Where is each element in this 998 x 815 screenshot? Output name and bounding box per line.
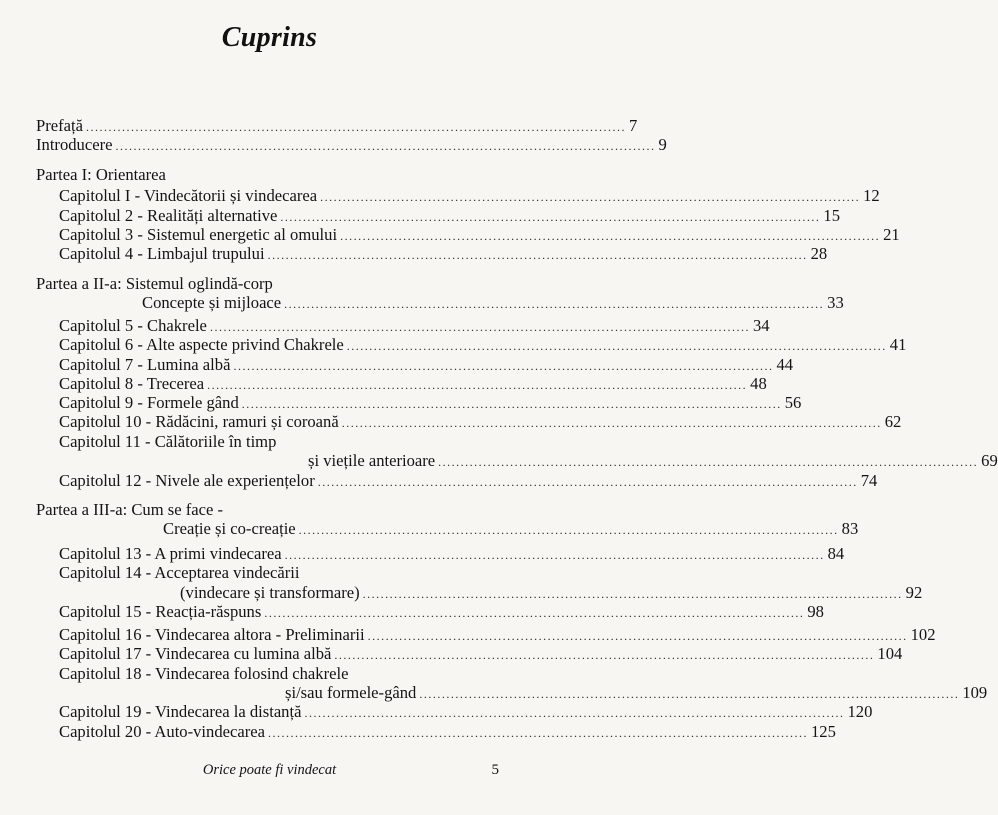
toc-entry-page: 15 bbox=[823, 206, 841, 225]
toc-entry bbox=[59, 186, 880, 205]
toc-entry bbox=[59, 544, 845, 563]
toc-entry-label: și viețile anterioare bbox=[308, 451, 436, 470]
dot-leader: ........................................................................................................................ bbox=[280, 210, 821, 224]
toc-entry-label: (vindecare și transformare) bbox=[180, 583, 360, 602]
toc-entry-label: Capitolul 11 - Călătoriile în timp bbox=[59, 432, 277, 451]
toc-entry-label: Capitolul 20 - Auto-vindecarea bbox=[59, 722, 265, 741]
toc-entry-page: 109 bbox=[962, 683, 988, 702]
toc-entry bbox=[59, 702, 873, 721]
dot-leader: ........................................................................................................................ bbox=[367, 629, 908, 643]
toc-entry bbox=[308, 451, 998, 470]
toc-entry-page: 34 bbox=[752, 316, 770, 335]
toc-entry-page: 28 bbox=[810, 244, 828, 263]
toc-entry bbox=[59, 244, 828, 263]
part-heading: Partea a II-a: Sistemul oglindă-corp bbox=[36, 274, 273, 293]
toc-entry-label: Capitolul 10 - Rădăcini, ramuri și coroană bbox=[59, 412, 339, 431]
toc-entry bbox=[59, 355, 794, 374]
toc-entry-label: Capitolul 14 - Acceptarea vindecării bbox=[59, 563, 300, 582]
toc-entry bbox=[59, 412, 902, 431]
toc-entry bbox=[59, 335, 907, 354]
part-heading: Partea I: Orientarea bbox=[36, 165, 166, 184]
toc-entry-label: Capitolul 8 - Trecerea bbox=[59, 374, 205, 393]
toc-entry-label: Capitolul 12 - Nivele ale experiențelor bbox=[59, 471, 315, 490]
toc-entry bbox=[59, 722, 836, 741]
toc-entry-label: Capitolul 19 - Vindecarea la distanță bbox=[59, 702, 302, 721]
dot-leader: ........................................................................................................................ bbox=[284, 297, 825, 311]
toc-entry bbox=[59, 625, 936, 644]
toc-entry-label: Capitolul 2 - Realități alternative bbox=[59, 206, 278, 225]
dot-leader: ........................................................................................................................ bbox=[362, 587, 903, 601]
toc-entry bbox=[59, 206, 841, 225]
toc-entry bbox=[36, 135, 667, 154]
dot-leader: ........................................................................................................................ bbox=[209, 320, 750, 334]
dot-leader: ........................................................................................................................ bbox=[317, 475, 858, 489]
toc-entry-page: 56 bbox=[784, 393, 802, 412]
toc-entry-label: Capitolul 5 - Chakrele bbox=[59, 316, 207, 335]
toc-entry bbox=[180, 583, 923, 602]
dot-leader: ........................................................................................................................ bbox=[86, 120, 626, 134]
toc-entry-page: 102 bbox=[910, 625, 936, 644]
dot-leader: ........................................................................................................................ bbox=[115, 139, 656, 153]
dot-leader: ........................................................................................................................ bbox=[304, 706, 845, 720]
toc-entry-page: 83 bbox=[841, 519, 859, 538]
toc-entry-page: 125 bbox=[810, 722, 836, 741]
dot-leader: ........................................................................................................................ bbox=[264, 606, 805, 620]
toc-entry bbox=[163, 519, 859, 538]
dot-leader: ........................................................................................................................ bbox=[241, 397, 782, 411]
toc-entry-label: Capitolul 16 - Vindecarea altora - Preliminarii bbox=[59, 625, 365, 644]
toc-entry-label: Capitolul I - Vindecătorii și vindecarea bbox=[59, 186, 318, 205]
toc-entry-label: Capitolul 4 - Limbajul trupului bbox=[59, 244, 265, 263]
toc-entry-page: 98 bbox=[807, 602, 824, 621]
toc-entry-label: Introducere bbox=[36, 135, 113, 154]
dot-leader: ........................................................................................................................ bbox=[284, 548, 825, 562]
toc-entry-page: 41 bbox=[889, 335, 907, 354]
toc-entry-label: Capitolul 18 - Vindecarea folosind chakrele bbox=[59, 664, 349, 683]
toc-entry-label: și/sau formele-gând bbox=[285, 683, 417, 702]
dot-leader: ........................................................................................................................ bbox=[267, 248, 808, 262]
toc-entry bbox=[36, 116, 638, 135]
dot-leader: ........................................................................................................................ bbox=[341, 416, 882, 430]
toc-entry bbox=[59, 602, 824, 621]
toc-entry-label: Prefață bbox=[36, 116, 83, 135]
toc-entry bbox=[59, 374, 767, 393]
toc-entry-label: Creație și co-creație bbox=[163, 519, 296, 538]
toc-entry bbox=[142, 293, 844, 312]
dot-leader: ........................................................................................................................ bbox=[267, 726, 808, 740]
toc-entry-label: Capitolul 13 - A primi vindecarea bbox=[59, 544, 282, 563]
page-title: Cuprins bbox=[221, 22, 318, 53]
dot-leader: ........................................................................................................................ bbox=[346, 339, 887, 353]
toc-entry-page: 69 bbox=[981, 451, 998, 470]
toc-entry bbox=[59, 393, 802, 412]
toc-entry-label: Capitolul 3 - Sistemul energetic al omului bbox=[59, 225, 338, 244]
toc-entry-page: 84 bbox=[827, 544, 845, 563]
part-heading: Partea a III-a: Cum se face - bbox=[36, 500, 224, 519]
running-footer-title: Orice poate fi vindecat bbox=[202, 762, 337, 778]
page-number: 5 bbox=[491, 762, 499, 778]
toc-entry bbox=[59, 225, 900, 244]
toc-entry-page: 74 bbox=[860, 471, 878, 490]
toc-entry-label: Capitolul 6 - Alte aspecte privind Chakrele bbox=[59, 335, 344, 354]
dot-leader: ........................................................................................................................ bbox=[419, 687, 960, 701]
dot-leader: ........................................................................................................................ bbox=[340, 229, 881, 243]
toc-entry-page: 120 bbox=[847, 702, 873, 721]
toc-entry-page: 9 bbox=[658, 135, 667, 154]
toc-entry bbox=[59, 471, 878, 490]
toc-entry bbox=[285, 683, 988, 702]
toc-entry-label: Capitolul 15 - Reacția-răspuns bbox=[59, 602, 262, 621]
toc-entry-page: 62 bbox=[884, 412, 902, 431]
toc-entry-label: Capitolul 9 - Formele gând bbox=[59, 393, 239, 412]
dot-leader: ........................................................................................................................ bbox=[233, 359, 774, 373]
dot-leader: ........................................................................................................................ bbox=[298, 523, 839, 537]
toc-entry-page: 92 bbox=[905, 583, 923, 602]
toc-entry-page: 33 bbox=[827, 293, 844, 312]
toc-entry-label: Concepte și mijloace bbox=[142, 293, 282, 312]
toc-entry-label: Capitolul 17 - Vindecarea cu lumina albă bbox=[59, 644, 332, 663]
toc-entry-page: 104 bbox=[877, 644, 903, 663]
dot-leader: ........................................................................................................................ bbox=[438, 455, 979, 469]
toc-entry-page: 7 bbox=[629, 116, 638, 135]
toc-entry bbox=[59, 644, 903, 663]
toc-entry-page: 12 bbox=[863, 186, 880, 205]
toc-entry-page: 21 bbox=[883, 225, 900, 244]
toc-entry-page: 44 bbox=[776, 355, 794, 374]
dot-leader: ........................................................................................................................ bbox=[334, 648, 875, 662]
dot-leader: ........................................................................................................................ bbox=[207, 378, 748, 392]
toc-entry-label: Capitolul 7 - Lumina albă bbox=[59, 355, 231, 374]
dot-leader: ........................................................................................................................ bbox=[320, 190, 861, 204]
toc-entry bbox=[59, 316, 770, 335]
toc-entry-page: 48 bbox=[750, 374, 767, 393]
